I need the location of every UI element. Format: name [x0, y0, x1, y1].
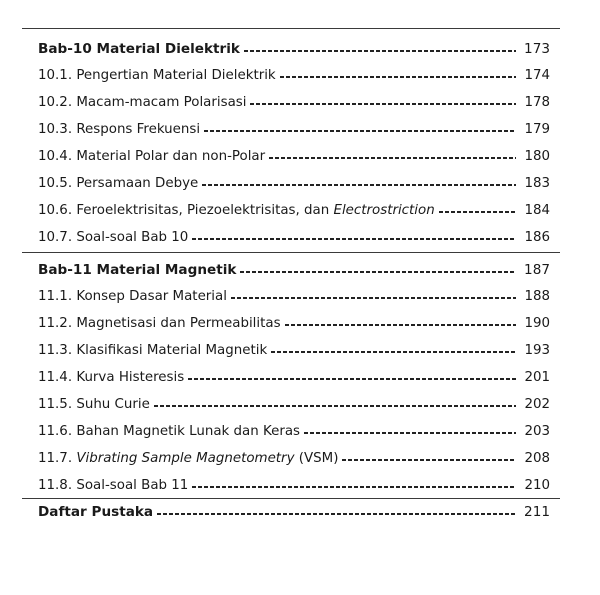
dot-leader	[244, 50, 516, 52]
toc-chapter-title: Daftar Pustaka	[38, 504, 154, 520]
toc-entry-10-6[interactable]	[38, 199, 550, 221]
dot-leader	[202, 184, 516, 186]
toc-entry-title: 11.1. Konsep Dasar Material	[38, 288, 227, 304]
dot-leader	[285, 324, 516, 326]
dot-leader	[154, 405, 516, 407]
toc-entry-10-1[interactable]	[38, 64, 550, 86]
toc-entry-11-8[interactable]	[38, 474, 550, 496]
toc-entry-11-1[interactable]	[38, 285, 550, 307]
toc-page-number: 203	[524, 423, 550, 439]
toc-page-number: 210	[524, 477, 550, 493]
toc-page-number: 179	[524, 121, 550, 137]
dot-leader	[342, 459, 516, 461]
toc-entry-11-2[interactable]	[38, 312, 550, 334]
toc-entry-title: 10.4. Material Polar dan non-Polar	[38, 148, 266, 164]
dot-leader	[192, 486, 516, 488]
dot-leader	[439, 211, 516, 213]
toc-page-number: 184	[524, 202, 550, 218]
toc-entry-11-7[interactable]	[38, 447, 550, 469]
dot-leader	[192, 238, 516, 240]
toc-entry-title-italic: Vibrating Sample Magnetometry	[76, 450, 295, 466]
toc-page-number: 202	[524, 396, 550, 412]
toc-page-number: 208	[524, 450, 550, 466]
top-rule	[22, 28, 560, 29]
toc-entry-10-4[interactable]	[38, 145, 550, 167]
toc-entry-title: 11.8. Soal-soal Bab 11	[38, 477, 189, 493]
toc-entry-title	[38, 203, 437, 218]
toc-entry-title: 10.3. Respons Frekuensi	[38, 121, 201, 137]
toc-entry-10-5[interactable]	[38, 172, 550, 194]
toc-entry-11-3[interactable]	[38, 339, 550, 361]
toc-page-number: 186	[524, 229, 550, 245]
dot-leader	[250, 103, 516, 105]
toc-page-number: 188	[524, 288, 550, 304]
dot-leader	[280, 76, 516, 78]
toc-entry-11-5[interactable]	[38, 393, 550, 415]
toc-entry-title-text: 10.6. Feroelektrisitas, Piezoelektrisitas, dan	[38, 202, 334, 218]
section-rule	[22, 252, 560, 253]
toc-entry-10-3[interactable]	[38, 118, 550, 140]
toc-entry-title: 11.5. Suhu Curie	[38, 396, 150, 412]
toc-entry-title: 10.7. Soal-soal Bab 10	[38, 229, 189, 245]
dot-leader	[231, 297, 516, 299]
toc-entry-title: 10.5. Persamaan Debye	[38, 175, 199, 191]
toc-entry-title: 11.2. Magnetisasi dan Permeabilitas	[38, 315, 281, 331]
toc-chapter-title: Bab-10 Material Dielektrik	[38, 41, 240, 57]
toc-page-number: 173	[524, 41, 550, 57]
dot-leader	[269, 157, 516, 159]
toc-entry-title: 11.3. Klasifikasi Material Magnetik	[38, 342, 268, 358]
dot-leader	[204, 130, 516, 132]
toc-page-number: 187	[524, 262, 550, 278]
toc-entry-title: 10.2. Macam-macam Polarisasi	[38, 94, 247, 110]
toc-entry-11-6[interactable]	[38, 420, 550, 442]
toc-page-number: 180	[524, 148, 550, 164]
toc-page-number: 190	[524, 315, 550, 331]
section-rule	[22, 498, 560, 499]
dot-leader	[157, 513, 516, 515]
toc-entry-title: 11.6. Bahan Magnetik Lunak dan Keras	[38, 423, 301, 439]
toc-entry-title: 11.4. Kurva Histeresis	[38, 369, 185, 385]
dot-leader	[240, 271, 516, 273]
toc-entry-title-text: 11.7.	[38, 450, 77, 466]
dot-leader	[304, 432, 516, 434]
toc-entry-title-suffix: (VSM)	[294, 450, 339, 466]
toc-chapter-10[interactable]	[38, 38, 550, 60]
dot-leader	[271, 351, 516, 353]
toc-page-number: 193	[524, 342, 550, 358]
toc-entry-10-2[interactable]	[38, 91, 550, 113]
toc-page-number: 174	[524, 67, 550, 83]
toc-entry-title-italic: Electrostriction	[333, 202, 435, 218]
toc-page-number: 201	[524, 369, 550, 385]
toc-page-number: 183	[524, 175, 550, 191]
toc-references[interactable]	[38, 501, 550, 523]
toc-entry-10-7[interactable]	[38, 226, 550, 248]
toc-page-number: 178	[524, 94, 550, 110]
toc-entry-title: 10.1. Pengertian Material Dielektrik	[38, 67, 276, 83]
toc-chapter-title: Bab-11 Material Magnetik	[38, 262, 237, 278]
toc-page-number: 211	[524, 504, 550, 520]
toc-chapter-11[interactable]	[38, 259, 550, 281]
toc-entry-title	[38, 451, 340, 466]
dot-leader	[188, 378, 516, 380]
toc-entry-11-4[interactable]	[38, 366, 550, 388]
